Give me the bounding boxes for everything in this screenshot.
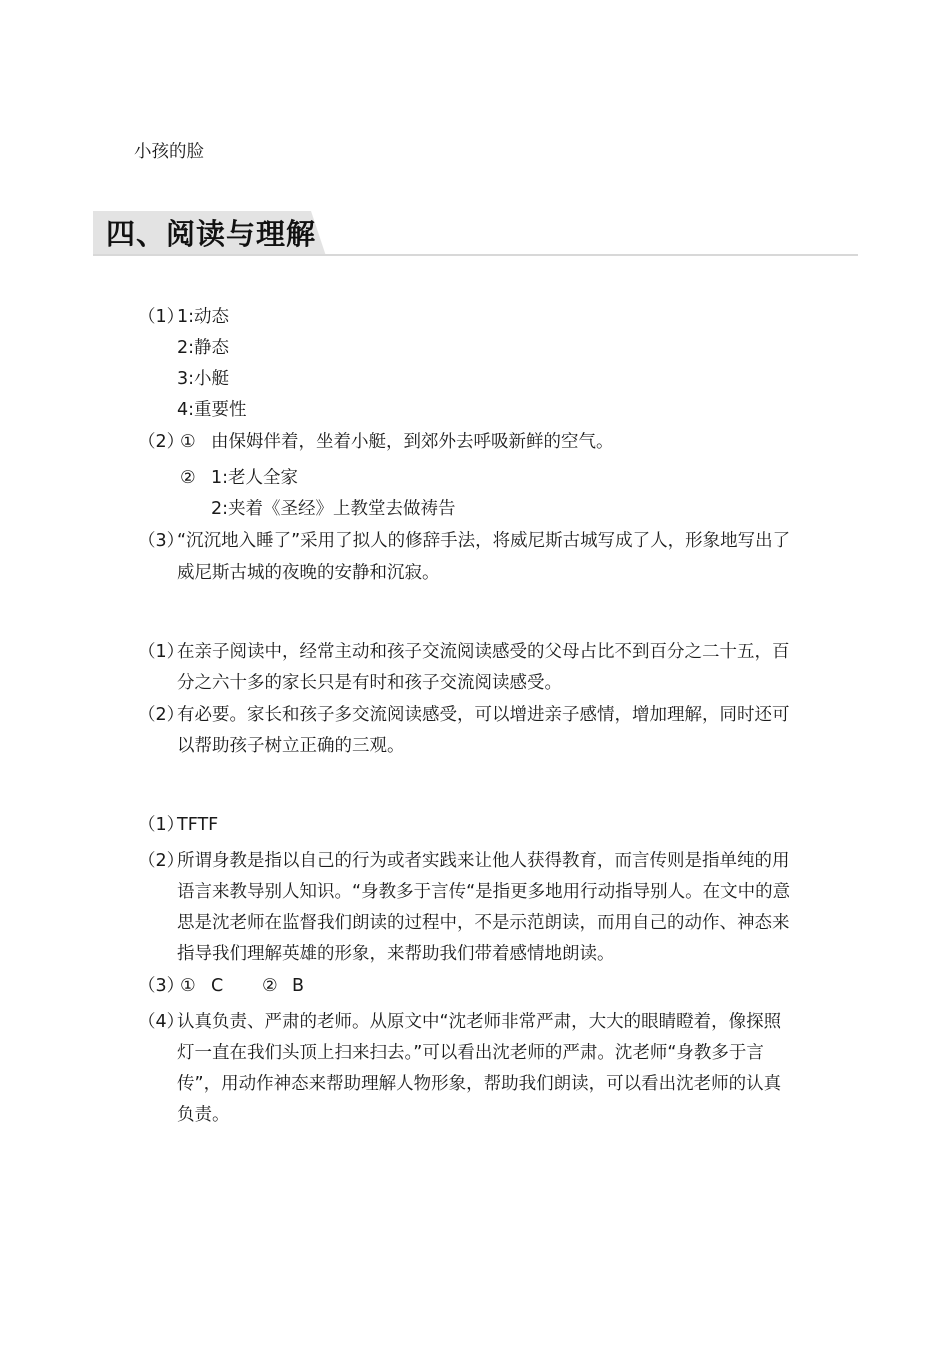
sub-question-mark: ① [180, 976, 196, 996]
answer-item: 1:老人全家 [211, 468, 299, 488]
question-label: （4） [138, 1012, 185, 1032]
section-divider [93, 254, 858, 256]
answer-text: 指导我们理解英雄的形象，来帮助我们带着感情地朗读。 [177, 944, 615, 964]
answer-text: 灯一直在我们头顶上扫来扫去。”可以看出沈老师的严肃。沈老师“身教多于言 [177, 1043, 764, 1063]
top-answer: 小孩的脸 [134, 142, 204, 162]
answer-text: TFTF [177, 815, 219, 835]
section-title: 四、阅读与理解 [106, 217, 317, 251]
answer-text: 所谓身教是指以自己的行为或者实践来让他人获得教育，而言传则是指单纯的用 [177, 851, 790, 871]
question-label: （2） [138, 432, 185, 452]
answer-item: 1:动态 [177, 307, 230, 327]
answer-text: 负责。 [177, 1105, 230, 1125]
question-label: （1） [138, 815, 185, 835]
answer-text: 分之六十多的家长只是有时和孩子交流阅读感受。 [177, 673, 562, 693]
answer-text: 思是沈老师在监督我们朗读的过程中，不是示范朗读，而用自己的动作、神态来 [177, 913, 790, 933]
answer-text: “沉沉地入睡了”采用了拟人的修辞手法，将威尼斯古城写成了人，形象地写出了 [177, 531, 791, 551]
question-label: （1） [138, 642, 185, 662]
answer-text: 认真负责、严肃的老师。从原文中“沈老师非常严肃，大大的眼睛瞪着，像探照 [177, 1012, 782, 1032]
question-label: （3） [138, 976, 185, 996]
question-label: （2） [138, 851, 185, 871]
sub-question-mark: ② [262, 976, 278, 996]
answer-item: 4:重要性 [177, 400, 247, 420]
answer-text: 威尼斯古城的夜晚的安静和沉寂。 [177, 563, 440, 583]
answer-item: 2:夹着《圣经》上教堂去做祷告 [211, 499, 456, 519]
question-label: （3） [138, 531, 185, 551]
answer-text: 以帮助孩子树立正确的三观。 [177, 736, 405, 756]
answer-text: 在亲子阅读中，经常主动和孩子交流阅读感受的父母占比不到百分之二十五，百 [177, 642, 790, 662]
answer-text: 由保姆伴着，坐着小艇，到郊外去呼吸新鲜的空气。 [211, 432, 614, 452]
answer-item: 2:静态 [177, 338, 230, 358]
answer-item: 3:小艇 [177, 369, 230, 389]
answer-text: 传”，用动作神态来帮助理解人物形象，帮助我们朗读，可以看出沈老师的认真 [177, 1074, 782, 1094]
sub-question-mark: ① [180, 432, 196, 452]
sub-question-mark: ② [180, 468, 196, 488]
choice-answer: B [292, 976, 305, 996]
choice-answer: C [211, 976, 224, 996]
answer-text: 有必要。家长和孩子多交流阅读感受，可以增进亲子感情，增加理解，同时还可 [177, 705, 790, 725]
question-label: （1） [138, 307, 185, 327]
answer-text: 语言来教导别人知识。“身教多于言传“是指更多地用行动指导别人。在文中的意 [177, 882, 791, 902]
question-label: （2） [138, 705, 185, 725]
